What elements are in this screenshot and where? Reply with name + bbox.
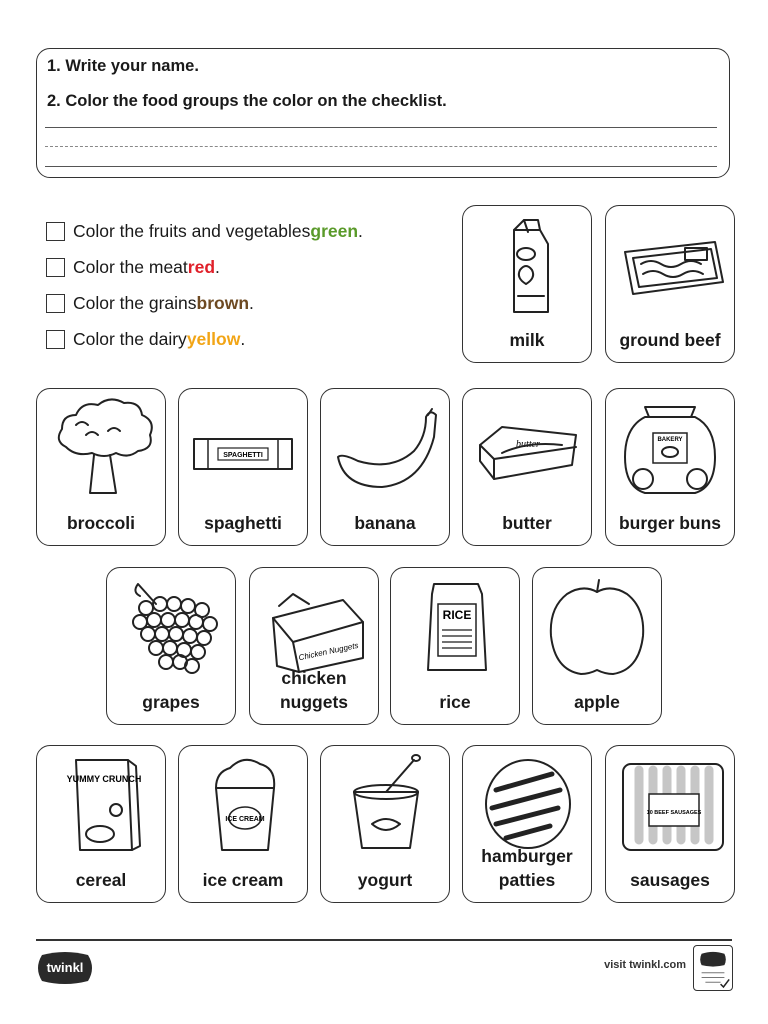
food-label: cereal xyxy=(75,870,127,890)
cereal-box-icon xyxy=(46,752,156,852)
checklist-text: Color the meat xyxy=(73,257,188,277)
checklist-period: . xyxy=(358,221,363,241)
checklist-period: . xyxy=(215,257,220,277)
ground-beef-tray-icon xyxy=(615,212,725,312)
food-label: broccoli xyxy=(66,513,136,533)
instruction-color-groups: 2. Color the food groups the color on the checklist. xyxy=(47,92,447,110)
pack-text: 10 BEEF SAUSAGES xyxy=(646,810,702,816)
pack-text: BAKERY xyxy=(657,437,683,443)
butter-block-icon xyxy=(472,395,582,495)
checkbox[interactable] xyxy=(46,222,65,241)
checklist-period: . xyxy=(249,293,254,313)
ice-cream-tub-icon xyxy=(188,752,298,852)
pack-text: RICE xyxy=(442,608,472,622)
checklist-text: Color the dairy xyxy=(73,329,187,349)
pack-text: butter xyxy=(516,439,540,450)
color-word-red: red xyxy=(187,257,216,277)
checklist-text: Color the fruits and vegetables xyxy=(73,221,311,241)
color-word-yellow: yellow xyxy=(186,329,241,349)
food-card-cereal[interactable] xyxy=(36,745,166,903)
food-card-burger-buns[interactable] xyxy=(605,388,735,546)
checkbox[interactable] xyxy=(46,330,65,349)
food-label: ground beef xyxy=(619,330,721,350)
grapes-icon xyxy=(116,574,226,674)
food-label: spaghetti xyxy=(204,513,282,533)
checklist-period: . xyxy=(240,329,246,349)
checklist-item-grains[interactable] xyxy=(46,293,254,314)
food-label: apple xyxy=(574,692,620,712)
food-card-grapes[interactable] xyxy=(106,567,236,725)
food-card-spaghetti[interactable] xyxy=(178,388,308,546)
name-writing-line-base[interactable] xyxy=(45,166,717,167)
pack-text: YUMMY CRUNCH xyxy=(66,774,142,784)
food-card-sausages[interactable] xyxy=(605,745,735,903)
spaghetti-pack-icon xyxy=(188,395,298,495)
checkbox[interactable] xyxy=(46,294,65,313)
food-label: chicken nuggets xyxy=(279,668,349,712)
footer-divider xyxy=(36,939,732,941)
twinkl-logo-icon xyxy=(36,951,94,985)
food-label: grapes xyxy=(142,692,200,712)
color-word-brown: brown xyxy=(196,293,250,313)
instruction-write-name: 1. Write your name. xyxy=(47,57,199,75)
name-writing-line-top[interactable] xyxy=(45,127,717,128)
food-label: hamburger patties xyxy=(481,846,573,890)
food-label: rice xyxy=(439,692,471,712)
food-card-chicken-nuggets[interactable] xyxy=(249,567,379,725)
sausages-pack-icon xyxy=(615,752,725,852)
food-card-rice[interactable] xyxy=(390,567,520,725)
food-label: banana xyxy=(354,513,416,533)
pack-text: ICE CREAM xyxy=(225,816,265,823)
milk-carton-icon xyxy=(472,212,582,312)
food-label: sausages xyxy=(630,870,710,890)
hamburger-patty-icon xyxy=(472,752,582,852)
banana-icon xyxy=(330,395,440,495)
food-card-butter[interactable] xyxy=(462,388,592,546)
rice-bag-icon xyxy=(400,574,510,674)
food-label: ice cream xyxy=(202,870,284,890)
pack-text: SPAGHETTI xyxy=(223,452,263,459)
logo-text: twinkl xyxy=(46,960,84,975)
chicken-nuggets-box-icon xyxy=(259,574,369,674)
checklist-item-fruits-vegetables[interactable] xyxy=(46,221,363,242)
visit-website-link[interactable]: visit twinkl.com xyxy=(604,959,686,971)
food-label: burger buns xyxy=(618,513,722,533)
food-label: milk xyxy=(509,330,545,350)
food-card-yogurt[interactable] xyxy=(320,745,450,903)
broccoli-icon xyxy=(46,395,156,495)
burger-buns-bag-icon xyxy=(615,395,725,495)
checklist-item-dairy[interactable] xyxy=(46,329,245,350)
name-writing-line-mid[interactable] xyxy=(45,146,717,147)
food-card-banana[interactable] xyxy=(320,388,450,546)
color-word-green: green xyxy=(310,221,359,241)
checklist-item-meat[interactable] xyxy=(46,257,220,278)
instructions-box xyxy=(36,48,730,178)
food-label: butter xyxy=(502,513,552,533)
quality-seal-icon xyxy=(693,945,733,991)
food-card-broccoli[interactable] xyxy=(36,388,166,546)
food-card-ice-cream[interactable] xyxy=(178,745,308,903)
checklist-text: Color the grains xyxy=(73,293,197,313)
apple-icon xyxy=(542,574,652,674)
food-card-apple[interactable] xyxy=(532,567,662,725)
checkbox[interactable] xyxy=(46,258,65,277)
food-card-hamburger-patties[interactable] xyxy=(462,745,592,903)
yogurt-cup-icon xyxy=(330,752,440,852)
food-card-ground-beef[interactable] xyxy=(605,205,735,363)
food-card-milk[interactable] xyxy=(462,205,592,363)
food-label: yogurt xyxy=(357,870,413,890)
pack-text: Chicken Nuggets xyxy=(297,640,360,663)
